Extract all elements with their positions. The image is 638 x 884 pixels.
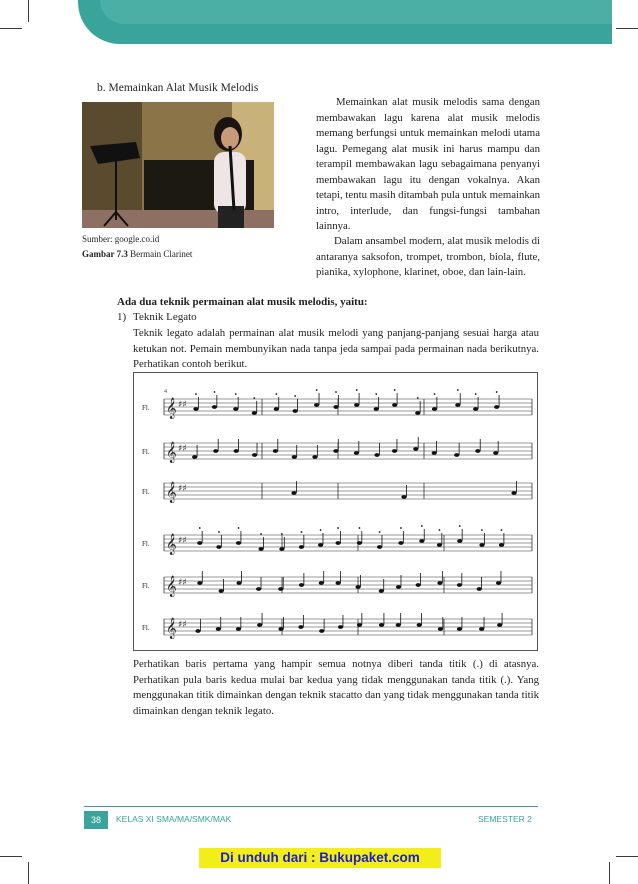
note-head (314, 403, 319, 407)
staccato-dot (421, 525, 423, 527)
download-watermark: Di unduh dari : Bukupaket.com (199, 848, 441, 868)
key-signature: ♯♯ (178, 536, 187, 546)
treble-clef: 𝄞 (166, 398, 177, 419)
treble-clef: 𝄞 (166, 618, 177, 639)
note-head (318, 543, 323, 547)
crop-mark (616, 28, 638, 29)
note-head (278, 627, 283, 631)
staccato-dot (417, 397, 419, 399)
sheet-music-figure (133, 372, 538, 651)
note-head (193, 407, 198, 411)
note-head (455, 403, 460, 407)
note-head (415, 411, 420, 415)
note-head (355, 585, 360, 589)
note-head (257, 623, 262, 627)
note-head (273, 449, 278, 453)
crop-mark (0, 28, 22, 29)
note-head (401, 495, 406, 499)
staccato-dot (394, 389, 396, 391)
staccato-dot (496, 391, 498, 393)
staccato-dot (199, 527, 201, 529)
note-head (497, 623, 502, 627)
staccato-dot (337, 527, 339, 529)
caption-text: Bermain Clarinet (127, 249, 193, 259)
note-head (213, 449, 218, 453)
staccato-dot (253, 397, 255, 399)
staccato-dot (457, 389, 459, 391)
note-head (493, 451, 498, 455)
staccato-dot (218, 531, 220, 533)
note-head (298, 625, 303, 629)
note-head (413, 447, 418, 451)
note-head (357, 541, 362, 545)
note-head (379, 589, 384, 593)
note-head (274, 407, 279, 411)
note-head (377, 545, 382, 549)
note-head (319, 629, 324, 633)
page-number: 38 (84, 811, 108, 829)
staccato-dot (294, 395, 296, 397)
staccato-dot (335, 391, 337, 393)
note-head (216, 627, 221, 631)
staccato-dot (235, 393, 237, 395)
note-head (333, 449, 338, 453)
note-head (396, 623, 401, 627)
note-head (499, 543, 504, 547)
note-head (398, 541, 403, 545)
crop-mark (609, 862, 610, 884)
list-number: 1) (117, 311, 127, 323)
note-head (496, 581, 501, 585)
staff-label: Fl. (142, 448, 150, 456)
crop-mark (28, 0, 29, 22)
note-head (357, 623, 362, 627)
note-head (236, 627, 241, 631)
note-head (416, 583, 421, 587)
staccato-dot (501, 529, 503, 531)
note-head (457, 539, 462, 543)
note-head (258, 547, 263, 551)
paragraph-ansambel: Dalam ansambel modern, alat musik melodis di antaranya saksofon, trompet, trombon, biola, flute, pianika, xylophone, klarinet, oboe, dan lain-lain. (316, 235, 540, 278)
note-head (293, 409, 298, 413)
note-head (252, 411, 257, 415)
footer-semester-label: SEMESTER 2 (478, 814, 532, 824)
note-head (336, 581, 341, 585)
note-head (256, 587, 261, 591)
staff-label: Fl. (142, 582, 150, 590)
note-head (457, 583, 462, 587)
staccato-dot (379, 531, 381, 533)
note-head (236, 581, 241, 585)
note-head (494, 405, 499, 409)
note-head (479, 543, 484, 547)
note-head (432, 451, 437, 455)
staccato-dot (359, 527, 361, 529)
key-signature: ♯♯ (178, 620, 187, 630)
note-head (419, 539, 424, 543)
note-head (338, 625, 343, 629)
note-head (216, 545, 221, 549)
note-head (437, 543, 442, 547)
note-head (252, 453, 257, 457)
note-head (333, 405, 338, 409)
paragraph-melodis: Memainkan alat musik melodis sama dengan membawakan lagu karena alat musik melodis memang berfungsi untuk memainkan melodi utama lagu. Pemegang alat musik ini harus mampu dan terampil membawakan lagu sebagaimana penyanyi membawakan lagu itu dengan vokalnya. Akan tetapi, tentu masih ditambah pula untuk memainkan intro, interlude, dan fungsi-fungsi tambahan lainnya. (316, 96, 540, 232)
note-head (374, 407, 379, 411)
crop-mark (616, 856, 638, 857)
note-head (195, 629, 200, 633)
note-head (234, 449, 239, 453)
note-head (291, 491, 296, 495)
note-head (197, 541, 202, 545)
note-head (233, 407, 238, 411)
staccato-dot (260, 533, 262, 535)
staccato-dot (316, 389, 318, 391)
note-head (299, 545, 304, 549)
note-head (511, 491, 516, 495)
score-explanation: Perhatikan baris pertama yang hampir semua notnya diberi tanda titik (.) di atasnya. Perhatikan pula baris kedua mulai bar kedua yang tidak menggunakan tanda titik (.). Yang menggunakan titik dimainkan dengan teknik stacatto dan yang tidak menggunakan tanda titik dimainkan dengan teknik legato. (133, 658, 539, 717)
staccato-dot (375, 393, 377, 395)
note-head (278, 587, 283, 591)
note-head (374, 453, 379, 457)
staccato-dot (481, 529, 483, 531)
key-signature: ♯♯ (178, 578, 187, 588)
staccato-dot (238, 527, 240, 529)
note-head (379, 623, 384, 627)
crop-mark (28, 862, 29, 884)
staccato-dot (439, 529, 441, 531)
staccato-dot (195, 393, 197, 395)
note-head (457, 627, 462, 631)
techniques-intro: Ada dua teknik permainan alat musik melodis, yaitu: (117, 296, 368, 308)
note-head (438, 627, 443, 631)
note-head (219, 589, 224, 593)
staccato-dot (475, 393, 477, 395)
note-head (392, 403, 397, 407)
note-head (197, 581, 202, 585)
staccato-dot (320, 529, 322, 531)
treble-clef: 𝄞 (166, 482, 177, 503)
note-head (432, 407, 437, 411)
key-signature: ♯♯ (178, 484, 187, 494)
note-head (473, 407, 478, 411)
note-head (212, 405, 217, 409)
note-head (292, 455, 297, 459)
staccato-dot (434, 393, 436, 395)
section-heading: b. Memainkan Alat Musik Melodis (97, 82, 259, 94)
treble-clef: 𝄞 (166, 576, 177, 597)
staccato-dot (214, 391, 216, 393)
staccato-dot (275, 393, 277, 395)
clarinet-photo (82, 102, 274, 228)
note-head (477, 587, 482, 591)
staff-label: Fl. (142, 624, 150, 632)
treble-clef: 𝄞 (166, 534, 177, 555)
footer-class-label: KELAS XI SMA/MA/SMK/MAK (116, 814, 232, 824)
tempo-mark: 4 (164, 389, 167, 395)
legato-description: Teknik legato adalah permainan alat musik melodi yang panjang-panjang sesuai harga atau ketukan not. Pemain membunyikan nada tanpa jeda sampai pada permainan nada berikutnya. Perhatikan contoh berikut. (133, 327, 539, 371)
note-head (192, 455, 197, 459)
staccato-dot (400, 527, 402, 529)
note-head (417, 623, 422, 627)
list-item-title: Teknik Legato (133, 311, 197, 323)
note-head (299, 583, 304, 587)
note-head (319, 581, 324, 585)
note-head (312, 455, 317, 459)
image-caption (82, 249, 192, 259)
note-head (437, 581, 442, 585)
staccato-dot (301, 531, 303, 533)
note-head (335, 541, 340, 545)
note-head (354, 451, 359, 455)
staff-label: Fl. (142, 488, 150, 496)
note-head (392, 449, 397, 453)
note-head (475, 449, 480, 453)
treble-clef: 𝄞 (166, 442, 177, 463)
staccato-dot (459, 525, 461, 527)
staff-label: Fl. (142, 404, 150, 412)
staccato-dot (281, 533, 283, 535)
header-banner-highlight (100, 0, 612, 24)
key-signature: ♯♯ (178, 400, 187, 410)
key-signature: ♯♯ (178, 444, 187, 454)
caption-label: Gambar 7.3 (82, 249, 128, 259)
note-head (454, 453, 459, 457)
note-head (396, 585, 401, 589)
note-head (354, 403, 359, 407)
note-head (236, 541, 241, 545)
note-head (479, 627, 484, 631)
image-source: Sumber: google.co.id (82, 234, 160, 244)
staff-label: Fl. (142, 540, 150, 548)
footer-rule (84, 806, 538, 807)
staccato-dot (356, 389, 358, 391)
crop-mark (0, 856, 22, 857)
note-head (279, 547, 284, 551)
